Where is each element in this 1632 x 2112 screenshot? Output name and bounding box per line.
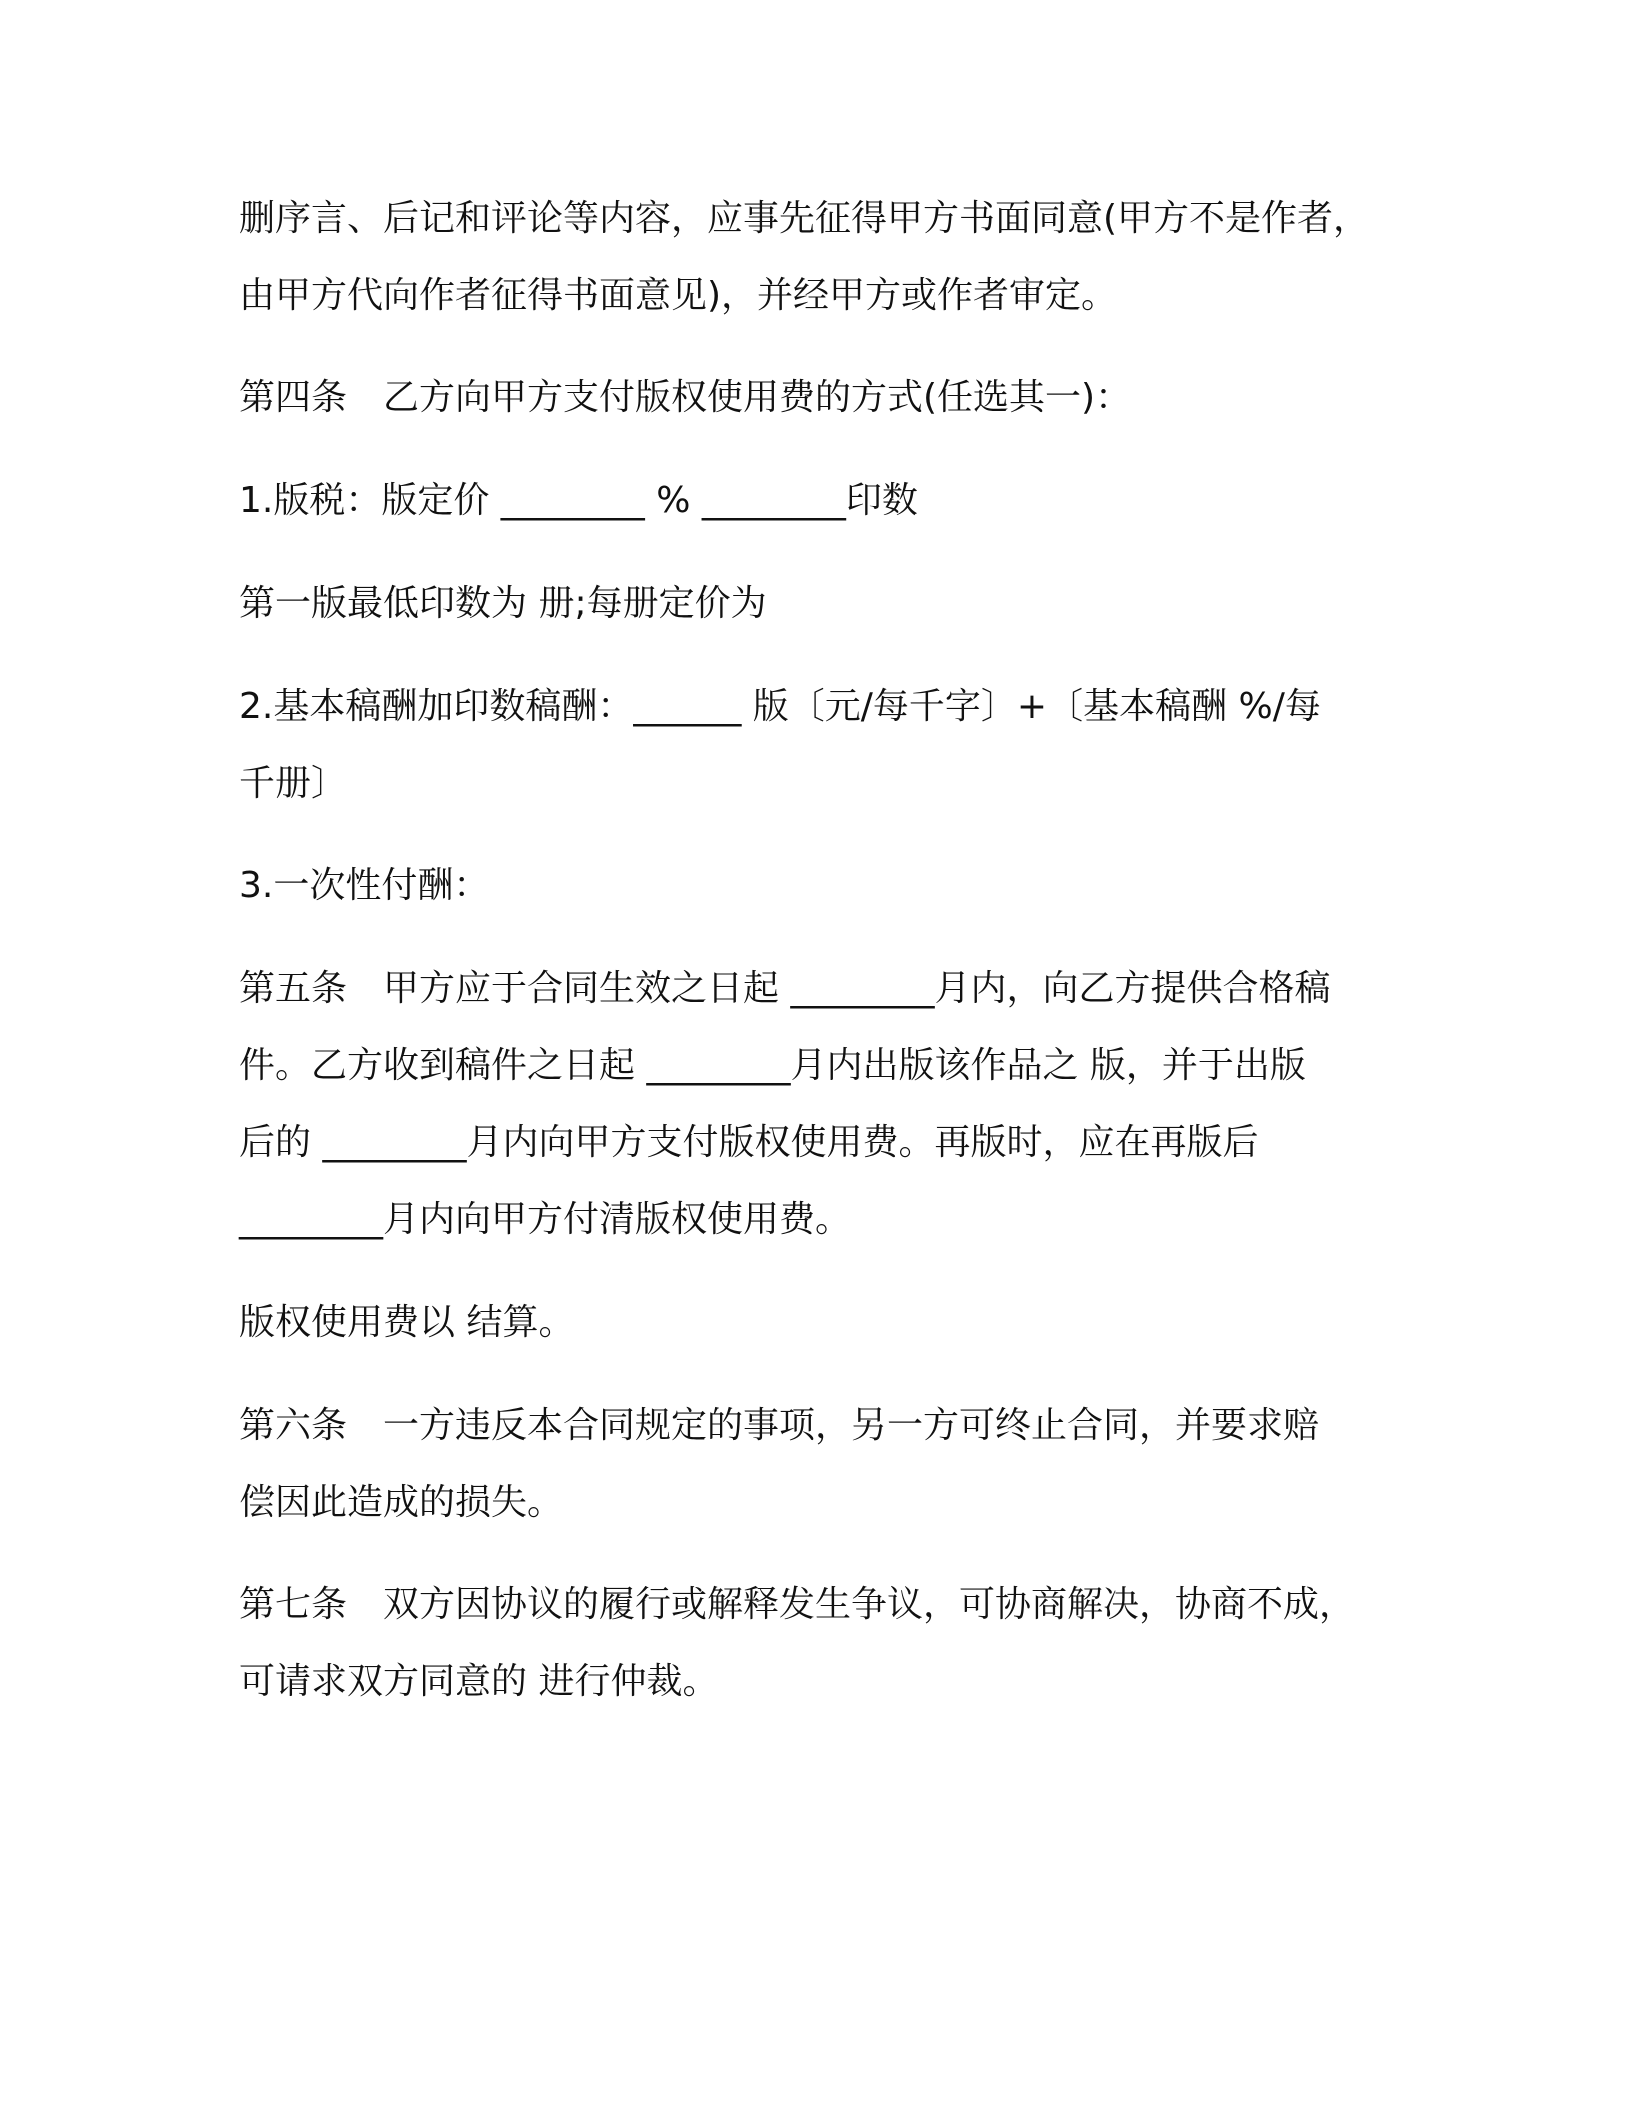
text-line: 由甲方代向作者征得书面意见)，并经甲方或作者审定。	[239, 275, 1118, 316]
text-line: 第七条 双方因协议的履行或解释发生争议，可协商解决，协商不成，	[239, 1584, 1356, 1625]
paragraph-article-six	[239, 1387, 1419, 1541]
text-line: 1.版税：版定价 ________ % ________印数	[239, 480, 918, 521]
text-line: 第六条 一方违反本合同规定的事项，另一方可终止合同，并要求赔	[239, 1405, 1320, 1446]
text-line: 删序言、后记和评论等内容，应事先征得甲方书面同意(甲方不是作者，	[239, 198, 1370, 239]
paragraph-article-four	[239, 359, 1419, 436]
text-line: 后的 ________月内向甲方支付版权使用费。再版时，应在再版后	[239, 1122, 1259, 1163]
paragraph-article-seven	[239, 1566, 1419, 1720]
paragraph-option-basic-fee	[239, 668, 1419, 822]
paragraph-article-three-continued	[239, 180, 1419, 334]
text-line: 第一版最低印数为 册;每册定价为	[239, 583, 767, 624]
text-line: 2.基本稿酬加印数稿酬：______ 版〔元/每千字〕+〔基本稿酬 %/每	[239, 686, 1321, 727]
paragraph-option-royalty	[239, 462, 1419, 539]
paragraph-settlement	[239, 1284, 1419, 1361]
text-line: 3.一次性付酬：	[239, 865, 490, 906]
paragraph-first-edition	[239, 565, 1419, 642]
text-line: ________月内向甲方付清版权使用费。	[239, 1199, 852, 1240]
paragraph-option-lump-sum	[239, 847, 1419, 924]
text-line: 千册〕	[239, 763, 348, 804]
text-line: 件。乙方收到稿件之日起 ________月内出版该作品之 版，并于出版	[239, 1045, 1306, 1086]
text-line: 版权使用费以 结算。	[239, 1302, 575, 1343]
paragraph-article-five	[239, 950, 1419, 1258]
text-line: 偿因此造成的损失。	[239, 1482, 564, 1523]
text-line: 可请求双方同意的 进行仲裁。	[239, 1661, 719, 1702]
text-line: 第四条 乙方向甲方支付版权使用费的方式(任选其一)：	[239, 377, 1132, 418]
text-line: 第五条 甲方应于合同生效之日起 ________月内，向乙方提供合格稿	[239, 968, 1331, 1009]
